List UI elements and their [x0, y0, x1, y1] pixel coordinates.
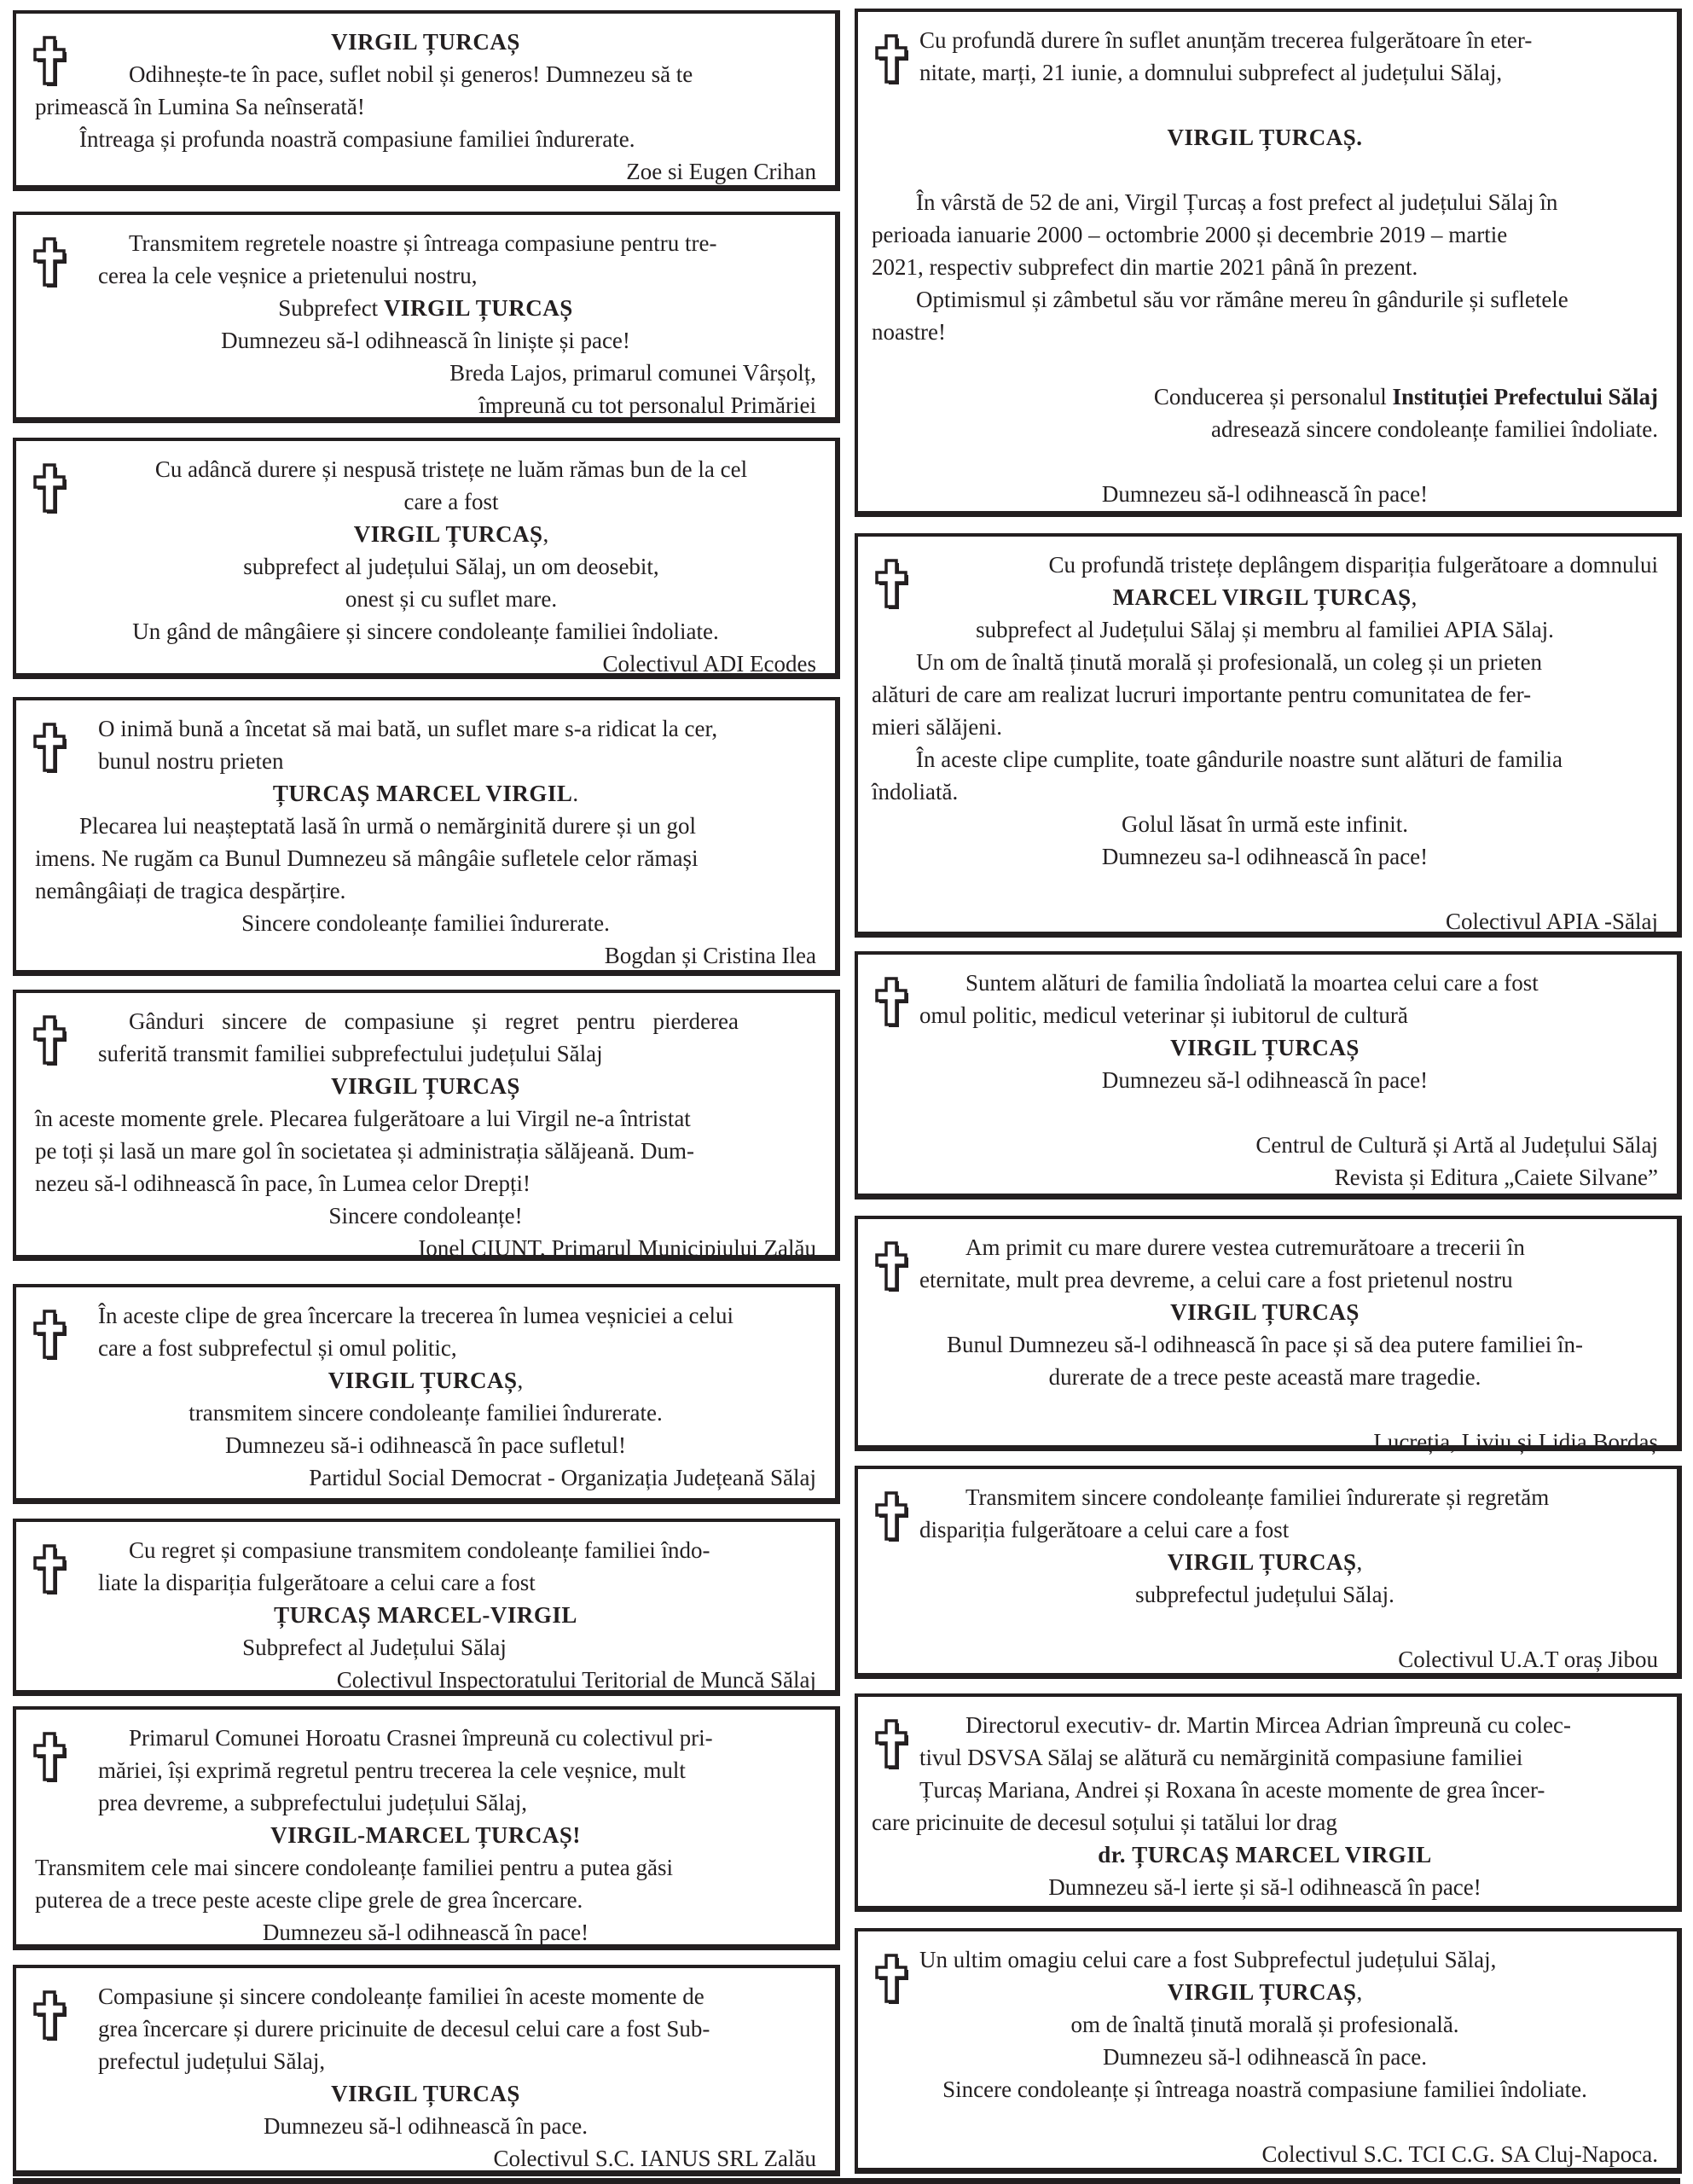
deceased-name: VIRGIL ȚURCAȘ	[1170, 1035, 1360, 1060]
institution-name: Instituției Prefectului Sălaj	[1392, 384, 1658, 410]
message-line: Directorul executiv- dr. Martin Mircea Adrian împreună cu colec-	[965, 1712, 1571, 1738]
message-line: noastre!	[872, 319, 946, 345]
deceased-name: VIRGIL ȚURCAȘ.	[1167, 125, 1363, 150]
message-line: În vârstă de 52 de ani, Virgil Țurcaș a fost prefect al județului Sălaj în	[916, 189, 1558, 215]
message-line: Dumnezeu să-l odihnească în pace.	[263, 2113, 588, 2139]
signature: Partidul Social Democrat - Organizația Județeană Sălaj	[309, 1465, 816, 1490]
message-line: nemângâiați de tragica despărțire.	[35, 878, 346, 903]
cross-icon	[872, 975, 909, 1028]
name-suffix: ,	[542, 521, 549, 547]
name-suffix: ,	[1356, 1979, 1363, 2005]
message-line: grea încercare și durere pricinuite de decesul celui care a fost Sub-	[98, 2016, 710, 2042]
condolence-notice	[855, 533, 1682, 938]
condolence-notice	[855, 1693, 1682, 1912]
cross-icon	[30, 721, 67, 774]
deceased-name: VIRGIL ȚURCAȘ	[1167, 1549, 1357, 1575]
condolence-notice	[13, 212, 840, 423]
message-line: eternitate, mult prea devreme, a celui care a fost prietenul nostru	[919, 1267, 1513, 1292]
message-line: nezeu să-l odihnească în pace, în Lumea celor Drepți!	[35, 1170, 531, 1196]
message-line: perioada ianuarie 2000 – octombrie 2000 și decembrie 2019 – martie	[872, 222, 1508, 247]
cross-icon	[30, 1989, 67, 2042]
deceased-name: VIRGIL ȚURCAȘ	[331, 1073, 520, 1099]
condolence-notice	[855, 1466, 1682, 1679]
cross-icon	[30, 462, 67, 514]
signature: Colectivul Inspectoratului Teritorial de Muncă Sălaj	[336, 1667, 816, 1693]
message-line: suferită transmit familiei subprefectului județului Sălaj	[98, 1041, 603, 1066]
message-line: Transmitem regretele noastre și întreaga compasiune pentru tre-	[129, 230, 717, 256]
name-prefix: Subprefect	[278, 295, 379, 321]
deceased-name: ȚURCAȘ MARCEL-VIRGIL	[274, 1602, 577, 1628]
deceased-name: VIRGIL ȚURCAȘ	[383, 295, 573, 321]
condolence-notice	[13, 1965, 840, 2176]
deceased-title-line	[35, 777, 816, 810]
signature: Centrul de Cultură și Artă al Județului Sălaj	[1255, 1132, 1658, 1158]
condolence-notice	[13, 438, 840, 679]
message-line: Cu adâncă durere și nespusă tristețe ne luăm rămas bun de la cel	[154, 456, 748, 482]
message-line: Cu regret și compasiune transmitem condoleanțe familiei îndo-	[129, 1537, 710, 1563]
name-suffix: ,	[517, 1368, 524, 1393]
message-line: Golul lăsat în urmă este infinit.	[1122, 811, 1408, 837]
message-line: Dumnezeu să-l odihnească în pace!	[262, 1920, 589, 1945]
signature: Colectivul S.C. TCI C.G. SA Cluj-Napoca.	[1261, 2141, 1658, 2167]
page-bottom-rule	[13, 2178, 1680, 2184]
message-line: care a fost subprefectul și omul politic,	[98, 1335, 457, 1361]
message-line: Plecarea lui neașteptată lasă în urmă o nemărginită durere și un gol	[79, 813, 696, 839]
message-line: subprefect al județului Sălaj, un om deosebit,	[243, 554, 659, 579]
message-line: alături de care am realizat lucruri importante pentru comunitatea de fer-	[872, 682, 1532, 707]
condolence-notice	[855, 1216, 1682, 1455]
signature: Lucreția, Liviu și Lidia Bordaș	[1373, 1429, 1658, 1455]
condolence-notice	[13, 697, 840, 976]
message-line: durerate de a trece peste această mare tragedie.	[1048, 1364, 1481, 1390]
cross-icon	[30, 235, 67, 288]
cross-icon	[872, 1240, 909, 1292]
signature	[872, 380, 1658, 413]
condolence-notice	[13, 1706, 840, 1950]
cross-icon	[872, 557, 909, 610]
signature: Colectivul APIA -Sălaj	[1446, 909, 1658, 934]
message-line: Întreaga și profunda noastră compasiune familiei îndurerate.	[79, 126, 635, 152]
signature: Breda Lajos, primarul comunei Vârșolț,	[449, 360, 816, 386]
message-line: pe toți și lasă un mare gol în societatea și administrația sălăjeană. Dum-	[35, 1138, 695, 1164]
deceased-name: VIRGIL ȚURCAȘ	[328, 1368, 518, 1393]
deceased-name: VIRGIL ȚURCAȘ	[353, 521, 543, 547]
cross-icon	[872, 1490, 909, 1542]
cross-icon	[30, 1014, 67, 1066]
message-line: 2021, respectiv subprefect din martie 2021 până în prezent.	[872, 254, 1418, 280]
name-suffix: .	[572, 781, 579, 806]
message-line: Dumnezeu să-l odihnească în pace!	[1101, 1067, 1429, 1093]
signature: Zoe si Eugen Crihan	[626, 159, 816, 184]
message-line: Cu profundă tristețe deplângem dispariția fulgerătoare a domnului	[1048, 552, 1658, 578]
deceased-name: VIRGIL ȚURCAȘ	[1170, 1299, 1360, 1325]
message-line: tivul DSVSA Sălaj se alătură cu nemărginită compasiune familiei	[919, 1745, 1523, 1770]
message-line: liate la dispariția fulgerătoare a celui care a fost	[98, 1570, 536, 1595]
message-line: Dumnezeu să-i odihnească în pace sufletul!	[224, 1432, 627, 1458]
message-line: care a fost	[403, 489, 499, 514]
message-line: Suntem alături de familia îndoliată la moartea celui care a fost	[965, 970, 1539, 996]
cross-icon	[30, 34, 67, 87]
message-line: Un ultim omagiu celui care a fost Subprefectul județului Sălaj,	[919, 1947, 1497, 1972]
deceased-name: VIRGIL ȚURCAȘ	[331, 29, 520, 55]
message-line: Transmitem sincere condoleanțe familiei îndurerate și regretăm	[965, 1484, 1550, 1510]
signature: Ionel CIUNT, Primarul Municipiului Zalău	[418, 1235, 816, 1261]
message-line: Un om de înaltă ținută morală și profesională, un coleg și un prieten	[916, 649, 1543, 675]
message-line: Cu profundă durere în suflet anunțăm trecerea fulgerătoare în eter-	[919, 27, 1533, 53]
condolence-notice	[855, 9, 1682, 517]
message-line: Dumnezeu sa-l odihnească în pace!	[1101, 844, 1429, 869]
message-line: măriei, își exprimă regretul pentru trecerea la cele veșnice, mult	[98, 1757, 686, 1783]
deceased-name: VIRGIL-MARCEL ȚURCAȘ!	[270, 1822, 581, 1848]
message-line: puterea de a trece peste aceste clipe grele de grea încercare.	[35, 1887, 583, 1913]
signature: împreună cu tot personalul Primăriei	[478, 392, 816, 418]
message-line: În aceste clipe de grea încercare la trecerea în lumea veșniciei a celui	[98, 1303, 734, 1328]
signature: Colectivul S.C. IANUS SRL Zalău	[493, 2146, 816, 2171]
message-line: în aceste momente grele. Plecarea fulgerătoare a lui Virgil ne-a întristat	[35, 1106, 691, 1131]
message-line: Transmitem cele mai sincere condoleanțe familiei pentru a putea găsi	[35, 1855, 673, 1880]
message-line: subprefectul județului Sălaj.	[1135, 1582, 1394, 1607]
condolence-notice	[13, 10, 840, 191]
message-line: dispariția fulgerătoare a celui care a fost	[919, 1517, 1290, 1542]
message-line: Subprefect al Județului Sălaj	[242, 1635, 507, 1660]
message-line: prefectul județului Sălaj,	[98, 2048, 326, 2074]
message-line: Dumnezeu să-l odihnească în pace.	[1102, 2044, 1428, 2070]
cross-icon	[872, 1952, 909, 2005]
message-line: Sincere condoleanțe și întreaga noastră compasiune familiei îndoliate.	[942, 2077, 1587, 2102]
deceased-name: ȚURCAȘ MARCEL VIRGIL	[272, 781, 573, 806]
deceased-title-line	[872, 1546, 1658, 1578]
signature: Bogdan și Cristina Ilea	[604, 943, 816, 968]
signature: Colectivul U.A.T oraș Jibou	[1398, 1647, 1658, 1672]
signature: Revista și Editura „Caiete Silvane”	[1334, 1165, 1658, 1190]
name-suffix: ,	[1356, 1549, 1363, 1575]
message-line: transmitem sincere condoleanțe familiei îndurerate.	[188, 1400, 663, 1426]
message-line: primească în Lumina Sa neînserată!	[35, 94, 365, 119]
condolence-notice	[13, 1284, 840, 1504]
message-line: Am primit cu mare durere vestea cutremurătoare a trecerii în	[965, 1234, 1525, 1260]
deceased-title-line	[35, 292, 816, 324]
message-line: Un gând de mângâiere și sincere condoleanțe familiei îndoliate.	[132, 619, 719, 644]
message-line: În aceste clipe cumplite, toate gândurile noastre sunt alături de familia	[916, 746, 1563, 772]
message-line: Bunul Dumnezeu să-l odihnească în pace și să dea putere familiei în-	[947, 1332, 1583, 1357]
deceased-title-line	[872, 581, 1658, 613]
message-line: om de înaltă ținută morală și profesională.	[1070, 2012, 1459, 2037]
signature: Colectivul ADI Ecodes	[602, 651, 816, 677]
message-line: Odihnește-te în pace, suflet nobil și generos! Dumnezeu să te	[129, 61, 693, 87]
message-line: Dumnezeu să-l odihnească în liniște și pace!	[221, 328, 630, 353]
condolence-notice	[13, 1519, 840, 1696]
cross-icon	[872, 32, 909, 85]
message-line: care pricinuite de decesul soțului și tatălui lor drag	[872, 1809, 1337, 1835]
message-line: nitate, marți, 21 iunie, a domnului subprefect al județului Sălaj,	[919, 60, 1503, 85]
deceased-name: dr. ȚURCAȘ MARCEL VIRGIL	[1098, 1842, 1432, 1867]
cross-icon	[30, 1730, 67, 1783]
deceased-name: VIRGIL ȚURCAȘ	[1167, 1979, 1357, 2005]
cross-icon	[30, 1542, 67, 1595]
message-line: Sincere condoleanțe!	[328, 1203, 523, 1228]
signature-prefix: Conducerea și personalul	[1153, 384, 1387, 410]
message-line: prea devreme, a subprefectului județului Sălaj,	[98, 1790, 528, 1815]
message-line: omul politic, medicul veterinar și iubitorul de cultură	[919, 1002, 1408, 1028]
message-line: cerea la cele veșnice a prietenului nostru,	[98, 263, 478, 288]
message-line: mieri sălăjeni.	[872, 714, 1002, 740]
message-line: onest și cu suflet mare.	[345, 586, 558, 612]
message-line: subprefect al Județului Sălaj și membru al familiei APIA Sălaj.	[976, 617, 1554, 642]
cross-icon	[30, 1308, 67, 1361]
deceased-title-line	[872, 1976, 1658, 2008]
deceased-title-line	[35, 518, 816, 550]
name-suffix: ,	[1411, 584, 1418, 610]
condolence-notice	[13, 990, 840, 1261]
message-line: imens. Ne rugăm ca Bunul Dumnezeu să mângâie sufletele celor rămași	[35, 845, 699, 871]
cross-icon	[872, 1717, 909, 1770]
signature: adresează sincere condoleanțe familiei îndoliate.	[1211, 416, 1658, 442]
closing-line: Dumnezeu să-l odihnească în pace!	[1101, 481, 1429, 507]
condolence-notice	[855, 951, 1682, 1199]
deceased-title-line	[35, 1364, 816, 1397]
message-line: Sincere condoleanțe familiei îndurerate.	[241, 910, 610, 936]
deceased-name: VIRGIL ȚURCAȘ	[331, 2081, 520, 2106]
condolence-notice	[855, 1928, 1682, 2174]
message-line: Dumnezeu să-l ierte și să-l odihnească în pace!	[1048, 1874, 1481, 1900]
message-line: Primarul Comunei Horoatu Crasnei împreună cu colectivul pri-	[129, 1725, 713, 1751]
message-line: O inimă bună a încetat să mai bată, un suflet mare s-a ridicat la cer,	[98, 716, 718, 741]
message-line: Compasiune și sincere condoleanțe familiei în aceste momente de	[98, 1984, 704, 2009]
message-line: bunul nostru prieten	[98, 748, 284, 774]
message-line: îndoliată.	[872, 779, 959, 804]
message-line: Gânduri sincere de compasiune și regret pentru pierderea	[129, 1008, 739, 1034]
message-line: Optimismul și zâmbetul său vor rămâne mereu în gândurile și sufletele	[916, 287, 1568, 312]
deceased-name: MARCEL VIRGIL ȚURCAȘ	[1112, 584, 1412, 610]
message-line: Țurcaș Mariana, Andrei și Roxana în aceste momente de grea încer-	[919, 1777, 1545, 1803]
